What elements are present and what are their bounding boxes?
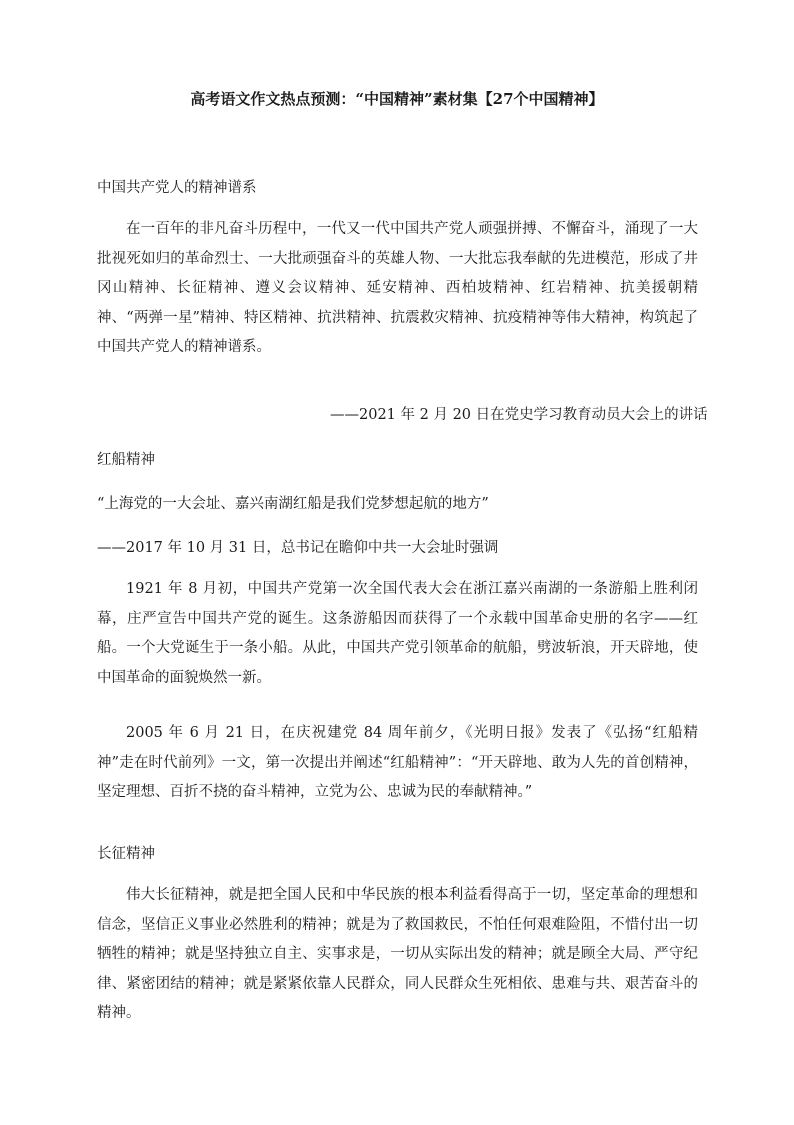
section-heading-long-march: 长征精神: [97, 846, 155, 862]
red-boat-quote-source: ——2017 年 10 月 31 日，总书记在瞻仰中共一大会址时强调: [97, 540, 499, 556]
section-heading-red-boat: 红船精神: [97, 452, 155, 468]
section-heading-spirit-lineage: 中国共产党人的精神谱系: [97, 180, 257, 196]
document-title: 高考语文作文热点预测：“中国精神”素材集【27个中国精神】: [190, 90, 604, 108]
red-boat-paragraph-history: 1921 年 8 月初，中国共产党第一次全国代表大会在浙江嘉兴南湖的一条游船上胜利闭幕，庄严宣告中国共产党的诞生。这条游船因而获得了一个永载中国革命史册的名字——红船。一个大党诞生于一条小船。从此，中国共产党引领革命的航船，劈波斩浪，开天辟地，使中国革命的面貌焕然一新。: [97, 581, 698, 686]
section-paragraph-spirit-lineage: 在一百年的非凡奋斗历程中，一代又一代中国共产党人顽强拼搏、不懈奋斗，涌现了一大批视死如归的革命烈士、一大批顽强奋斗的英雄人物、一大批忘我奉献的先进模范，形成了井冈山精神、长征精神、遵义会议精神、延安精神、西柏坡精神、红岩精神、抗美援朝精神、“两弹一星”精神、特区精神、抗洪精神、抗震救灾精神、抗疫精神等伟大精神，构筑起了中国共产党人的精神谱系。: [97, 221, 698, 355]
red-boat-paragraph-definition: 2005 年 6 月 21 日，在庆祝建党 84 周年前夕，《光明日报》发表了《弘扬“红船精神”走在时代前列》一文，第一次提出并阐述“红船精神”：“开天辟地、敢为人先的首创精神，坚定理想、百折不挠的奋斗精神，立党为公、忠诚为民的奉献精神。”: [97, 725, 698, 800]
long-march-paragraph: 伟大长征精神，就是把全国人民和中华民族的根本利益看得高于一切，坚定革命的理想和信念，坚信正义事业必然胜利的精神；就是为了救国救民，不怕任何艰难险阻，不惜付出一切牺牲的精神；就是坚持独立自主、实事求是，一切从实际出发的精神；就是顾全大局、严守纪律、紧密团结的精神；就是紧紧依靠人民群众，同人民群众生死相依、患难与共、艰苦奋斗的精神。: [97, 887, 698, 1021]
speech-attribution: ——2021 年 2 月 20 日在党史学习教育动员大会上的讲话: [330, 407, 708, 423]
red-boat-quote: “上海党的一大会址、嘉兴南湖红船是我们党梦想起航的地方”: [97, 496, 489, 512]
